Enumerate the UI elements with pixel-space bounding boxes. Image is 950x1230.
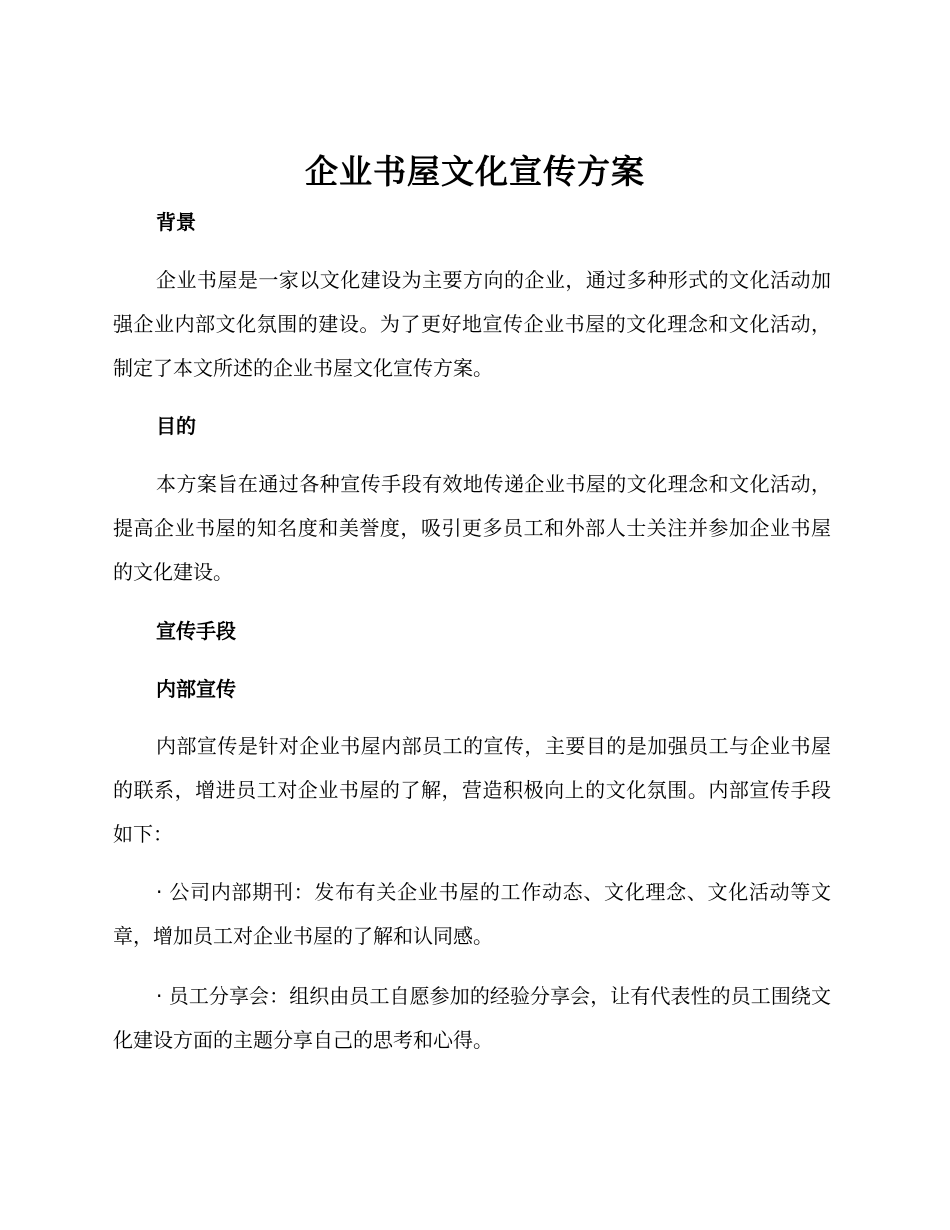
section-heading-purpose: 目的 [156,414,196,438]
document-title: 企业书屋文化宣传方案 [305,152,645,191]
section-heading-background: 背景 [156,210,196,234]
list-item-sharing-session: · 员工分享会：组织由员工自愿参加的经验分享会，让有代表性的员工围绕文化建设方面的主题分享自己的思考和心得。 [113,984,831,1052]
paragraph-internal: 内部宣传是针对企业书屋内部员工的宣传，主要目的是加强员工与企业书屋的联系，增进员工对企业书屋的了解，营造积极向上的文化氛围。内部宣传手段如下： [113,734,831,846]
list-item-journal: · 公司内部期刊：发布有关企业书屋的工作动态、文化理念、文化活动等文章，增加员工对企业书屋的了解和认同感。 [113,880,831,948]
subsection-heading-internal: 内部宣传 [156,677,236,701]
paragraph-purpose: 本方案旨在通过各种宣传手段有效地传递企业书屋的文化理念和文化活动，提高企业书屋的知名度和美誉度，吸引更多员工和外部人士关注并参加企业书屋的文化建设。 [113,472,831,584]
paragraph-background: 企业书屋是一家以文化建设为主要方向的企业，通过多种形式的文化活动加强企业内部文化氛围的建设。为了更好地宣传企业书屋的文化理念和文化活动，制定了本文所述的企业书屋文化宣传方案。 [113,268,831,380]
section-heading-means: 宣传手段 [156,619,236,643]
